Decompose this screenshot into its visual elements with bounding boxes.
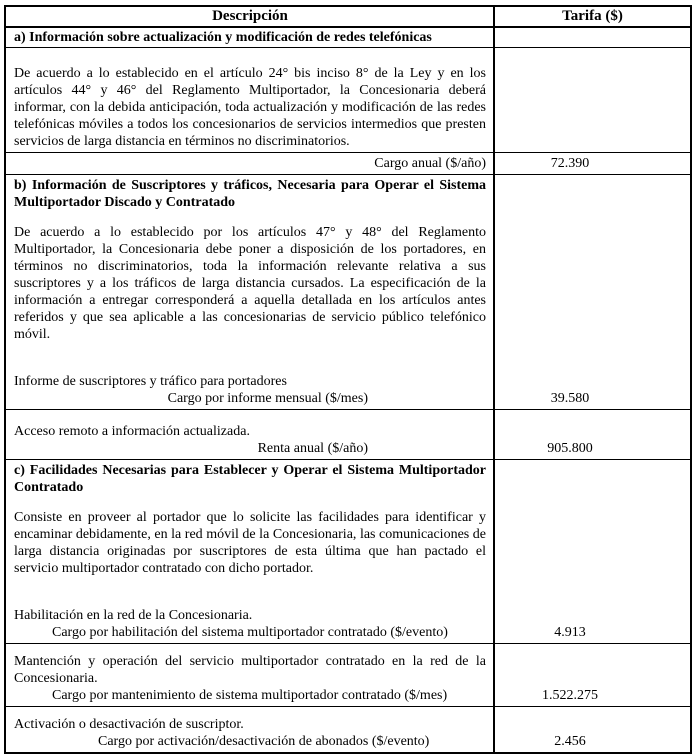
section-c-description: Consiste en proveer al portador que lo solicite las facilidades para identificar y encaminar debidamente, en la red móvil de la Concesionaria, las comunicaciones de larga distancia originadas por suscriptores de esta última que han pactado el servicio multiportador contratado con dicho portador. <box>14 510 486 576</box>
section-c-item2-charge-label: Cargo por mantenimiento de sistema multiportador contratado ($/mes) <box>52 688 448 703</box>
section-b-item2-row <box>6 410 690 460</box>
spacer <box>14 211 486 224</box>
section-c-item3-tariff-value: 2.456 <box>554 734 586 749</box>
spacer <box>14 646 486 653</box>
section-b-item1-description: Informe de suscriptores y tráfico para portadores <box>14 374 287 389</box>
section-b-item1-tariff-value: 39.580 <box>550 391 590 406</box>
section-b-main-row <box>6 175 690 410</box>
section-a-title: a) Información sobre actualización y modificación de redes telefónicas <box>14 30 432 45</box>
section-c-item3-description: Activación o desactivación de suscriptor. <box>14 717 244 732</box>
section-c-title: c) Facilidades Necesarias para Establecer y Operar el Sistema Multiportador Contratado <box>14 463 486 495</box>
section-b-title: b) Información de Suscriptores y tráficos, Necesaria para Operar el Sistema Multiportador Discado y Contratado <box>14 178 486 210</box>
section-a-title-tariff-cell <box>495 28 690 47</box>
section-c-item2-row <box>6 644 690 707</box>
section-c-item2-description: Mantención y operación del servicio multiportador contratado en la red de la Concesionaria. <box>14 654 486 686</box>
section-a-description: De acuerdo a lo establecido en el artículo 24° bis inciso 8° de la Ley y en los artículos 44° y 46° del Reglamento Multiportador, la Concesionaria deberá informar, con la debida anticipación, toda actualización y modificación de las redes telefónicas móviles a todos los concesionarios de servicios intermedios que presten servicios de larga distancia en términos no discriminatorios. <box>14 66 486 149</box>
spacer <box>14 343 486 373</box>
section-c-item1-charge-label: Cargo por habilitación del sistema multiportador contratado ($/evento) <box>52 625 448 640</box>
section-c-item1-description: Habilitación en la red de la Concesionaria. <box>14 608 253 623</box>
section-b-item2-tariff-value: 905.800 <box>547 441 593 456</box>
section-b-item1-charge-label: Cargo por informe mensual ($/mes) <box>167 391 368 406</box>
section-c-main-row <box>6 460 690 644</box>
spacer <box>14 496 486 509</box>
spacer <box>14 577 486 607</box>
section-a-charge-row <box>6 153 690 175</box>
section-a-charge-label: Cargo anual ($/año) <box>374 156 486 171</box>
spacer <box>14 50 486 65</box>
section-a-body-tariff-cell <box>495 48 690 152</box>
section-a-tariff-value: 72.390 <box>550 156 590 171</box>
table-header-row <box>6 7 690 28</box>
section-a-title-row <box>6 28 690 48</box>
tariff-column-header: Tarifa ($) <box>562 8 623 24</box>
section-b-item2-charge-label: Renta anual ($/año) <box>257 441 368 456</box>
tariff-table <box>4 5 692 754</box>
section-b-description: De acuerdo a lo establecido por los artículos 47° y 48° del Reglamento Multiportador, la Concesionaria debe poner a disposición de los portadores, en términos no discriminatorios, toda la información relevante relativa a sus suscriptores y a los tráficos de larga distancia cursados. La especificación de la información a entregar corresponderá a aquella detallada en los artículos antes referidos y que sea aplicable a las concesionarias de servicio público telefónico móvil. <box>14 225 486 342</box>
section-c-item2-tariff-value: 1.522.275 <box>542 688 598 703</box>
description-column-header: Descripción <box>212 8 288 24</box>
spacer <box>14 412 486 423</box>
spacer <box>14 709 486 716</box>
section-b-item2-description: Acceso remoto a información actualizada. <box>14 424 250 439</box>
section-a-body-row <box>6 48 690 153</box>
section-c-item3-charge-label: Cargo por activación/desactivación de abonados ($/evento) <box>98 734 430 749</box>
section-c-item3-row <box>6 707 690 752</box>
section-c-item1-tariff-value: 4.913 <box>554 625 586 640</box>
